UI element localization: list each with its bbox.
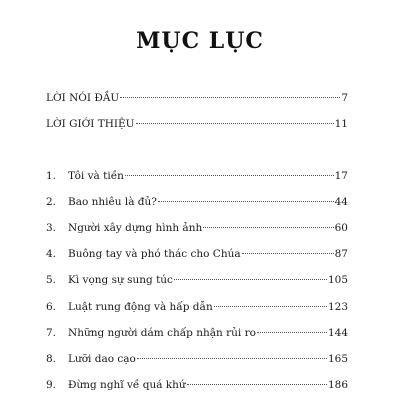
toc-entry-number: 9. bbox=[46, 379, 57, 391]
toc-entry-chapter-9[interactable] bbox=[46, 377, 348, 393]
toc-entry-label: Đừng nghĩ về quá khứ bbox=[68, 379, 186, 391]
toc-entry-label: Bao nhiêu là đủ? bbox=[68, 196, 157, 208]
toc-entry-label: Luật rung động và hấp dẫn bbox=[68, 301, 213, 313]
toc-entry-chapter-2[interactable] bbox=[46, 194, 348, 210]
toc-entry-page: 60 bbox=[334, 222, 348, 234]
toc-entry-chapter-8[interactable] bbox=[46, 351, 348, 367]
toc-entry-chapter-5[interactable] bbox=[46, 272, 348, 288]
leader-dots bbox=[187, 384, 327, 385]
toc-entry-label: Lưỡi dao cạo bbox=[68, 353, 136, 365]
toc-entry-page: 123 bbox=[327, 301, 348, 313]
toc-entry-label: LỜI GIỚI THIỆU bbox=[46, 118, 135, 130]
toc-entry-number: 7. bbox=[46, 327, 57, 339]
toc-entry-label: Tôi và tiền bbox=[68, 170, 124, 182]
leader-dots bbox=[136, 123, 334, 124]
toc-entry-number: 5. bbox=[46, 274, 57, 286]
toc-entry-preface[interactable] bbox=[46, 90, 348, 106]
toc-entry-page: 44 bbox=[334, 196, 348, 208]
toc-entry-label: Buông tay và phó thác cho Chúa bbox=[68, 248, 241, 260]
toc-entry-page: 87 bbox=[334, 248, 348, 260]
toc-entry-chapter-1[interactable] bbox=[46, 168, 348, 184]
toc-entry-chapter-6[interactable] bbox=[46, 299, 348, 315]
toc-entry-page: 105 bbox=[327, 274, 348, 286]
toc-entry-label: LỜI NÓI ĐẦU bbox=[46, 92, 120, 104]
toc-entry-page: 144 bbox=[327, 327, 348, 339]
toc-entry-number: 4. bbox=[46, 248, 57, 260]
leader-dots bbox=[125, 175, 334, 176]
leader-dots bbox=[214, 306, 327, 307]
toc-entry-chapter-3[interactable] bbox=[46, 220, 348, 236]
toc-entry-label: Những người dám chấp nhận rủi ro bbox=[68, 327, 256, 339]
toc-entry-page: 186 bbox=[327, 379, 348, 391]
leader-dots bbox=[137, 358, 327, 359]
toc-entry-page: 165 bbox=[327, 353, 348, 365]
page-title: MỤC LỤC bbox=[136, 28, 264, 54]
toc-entry-chapter-7[interactable] bbox=[46, 325, 348, 341]
toc-entry-page: 17 bbox=[334, 170, 348, 182]
toc-entry-label: Kì vọng sự sung túc bbox=[68, 274, 173, 286]
leader-dots bbox=[257, 332, 327, 333]
toc-entry-chapter-4[interactable] bbox=[46, 246, 348, 262]
leader-dots bbox=[203, 227, 333, 228]
toc-entry-page: 7 bbox=[341, 92, 348, 104]
toc-entry-introduction[interactable] bbox=[46, 116, 348, 132]
toc-entry-label: Người xây dựng hình ảnh bbox=[68, 222, 203, 234]
toc-entry-number: 6. bbox=[46, 301, 57, 313]
toc-entry-page: 11 bbox=[334, 118, 348, 130]
toc-entry-number: 3. bbox=[46, 222, 57, 234]
leader-dots bbox=[120, 97, 340, 98]
leader-dots bbox=[242, 253, 334, 254]
toc-entry-number: 2. bbox=[46, 196, 57, 208]
leader-dots bbox=[158, 201, 334, 202]
leader-dots bbox=[174, 279, 327, 280]
toc-entry-number: 8. bbox=[46, 353, 57, 365]
toc-entry-number: 1. bbox=[46, 170, 57, 182]
